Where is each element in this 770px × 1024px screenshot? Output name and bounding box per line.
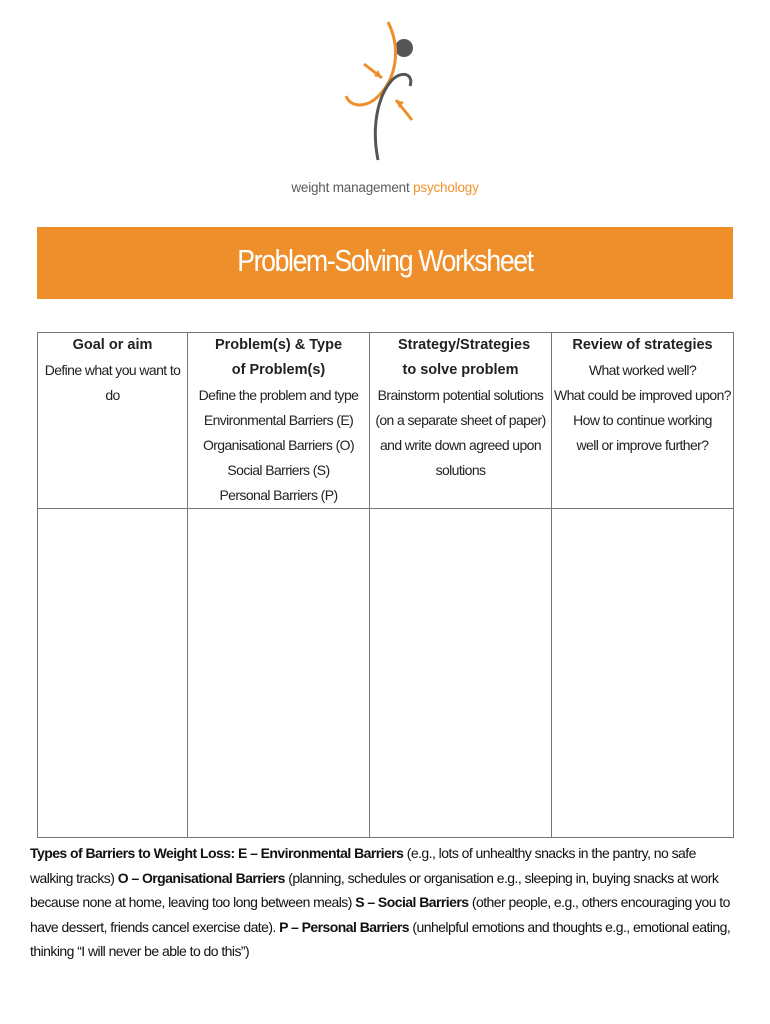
environmental-label: E – Environmental Barriers: [237, 845, 404, 861]
page-title: Problem-Solving Worksheet: [237, 243, 533, 278]
column-title: Goal or aim: [72, 337, 153, 353]
definitions-intro: Types of Barriers to Weight Loss:: [30, 845, 235, 861]
column-line: Social Barriers (S): [227, 462, 330, 478]
column-review: [552, 333, 734, 509]
column-line: Organisational Barriers (O): [202, 437, 355, 453]
column-line: Define what you want to do: [44, 362, 181, 403]
worksheet-table: [37, 332, 734, 838]
brand-name-part2: psychology: [413, 180, 479, 195]
column-strategies: [370, 333, 552, 509]
column-title: Review of strategies: [572, 337, 713, 353]
entry-row: [38, 509, 734, 838]
column-line: Brainstorm potential solutions (on a separate sheet of paper) and write down agreed upon solutions: [375, 387, 546, 478]
strategies-entry-cell[interactable]: [370, 509, 552, 838]
environmental-text: (e.g., lots of unhealthy snacks in the pantry, no safe walking tracks): [30, 845, 696, 886]
column-line: Personal Barriers (P): [219, 487, 338, 503]
title-banner: [37, 227, 733, 299]
brand-name-part1: weight management: [291, 180, 410, 195]
header-row: [38, 333, 734, 509]
brand-name: [250, 180, 520, 195]
problems-entry-cell[interactable]: [188, 509, 370, 838]
social-label: S – Social Barriers: [355, 894, 469, 910]
personal-label: P – Personal Barriers: [279, 918, 410, 935]
column-title: Problem(s) & Type of Problem(s): [214, 337, 343, 378]
organisational-text: (planning, schedules or organisation e.g., sleeping in, buying snacks at work because none at home, leaving too long between meals): [30, 869, 719, 910]
barrier-definitions: [30, 841, 740, 964]
column-line: How to continue working well or improve further?: [573, 412, 712, 453]
personal-text: (unhelpful emotions and thoughts e.g., emotional eating, thinking “I will never be able to do this”): [30, 918, 731, 959]
column-title: Strategy/Strategies to solve problem: [398, 337, 531, 378]
review-entry-cell[interactable]: [552, 509, 734, 838]
column-line: Environmental Barriers (E): [203, 412, 354, 428]
column-line: What could be improved upon?: [554, 387, 731, 403]
organisational-label: O – Organisational Barriers: [117, 869, 285, 886]
column-goal: [38, 333, 188, 509]
goal-entry-cell[interactable]: [38, 509, 188, 838]
brand-logo: [330, 20, 460, 170]
column-problems: [188, 333, 370, 509]
column-line: Define the problem and type: [198, 387, 359, 403]
column-line: What worked well?: [588, 362, 697, 378]
brand-logo-icon: [330, 20, 460, 170]
social-text: (other people, e.g., others encouraging you to have dessert, friends cancel exercise date).: [30, 894, 730, 935]
